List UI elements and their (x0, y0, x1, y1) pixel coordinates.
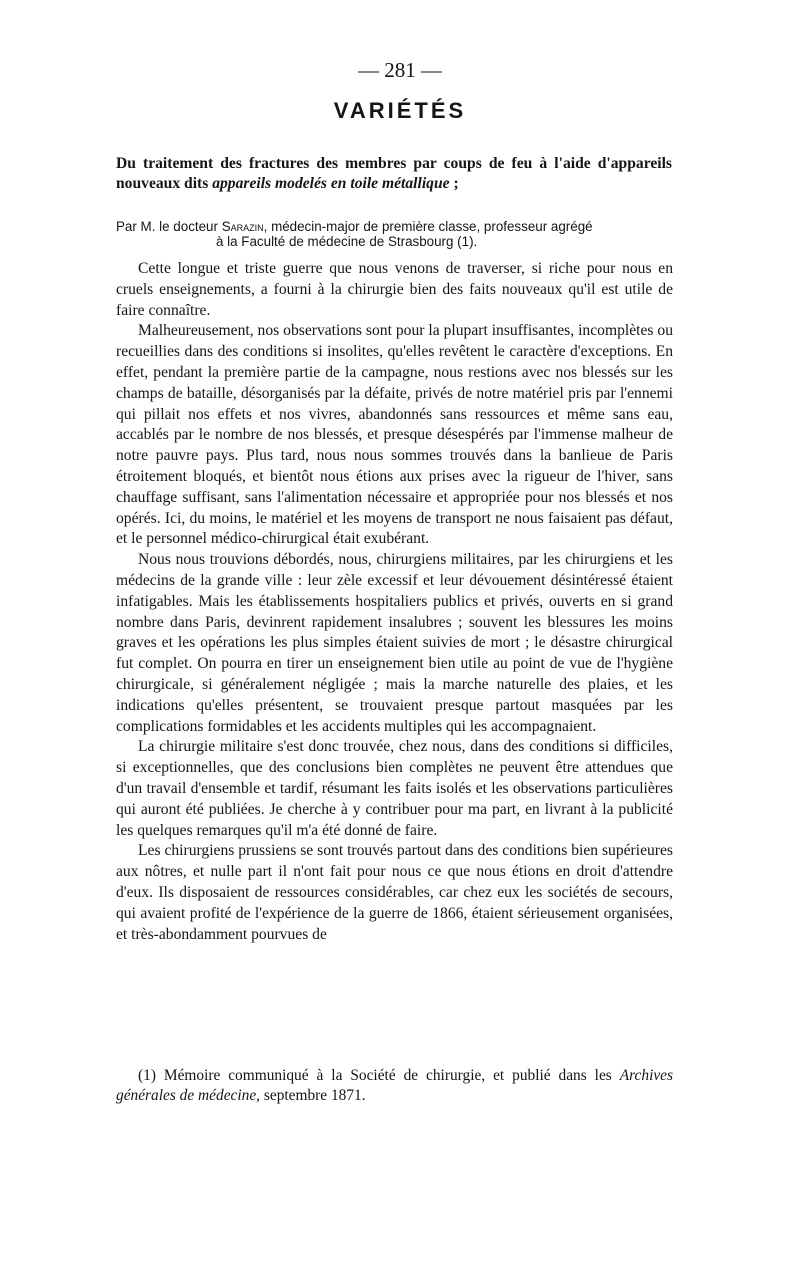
byline-rest: , médecin-major de première classe, professeur agrégé (263, 219, 593, 234)
byline-prefix: Par M. le docteur (116, 219, 222, 234)
paragraph: Cette longue et triste guerre que nous venons de traverser, si riche pour nous en cruels enseignements, a fourni à la chirurgie bien des faits nouveaux qu'il est utile de faire connaître. (116, 260, 673, 319)
paragraph: Malheureusement, nos observations sont pour la plupart insuffisantes, incomplètes ou recueillies dans des conditions si insolites, qu'elles revêtent le caractère d'exceptions. En effet, pendant la première partie de la campagne, nous restions avec nos blessés sur les champs de bataille, désorganisés par la défaite, privés de notre matériel pris par l'ennemi qui pillait nos effets et nos vivres, abandonnés sans ressources et même sans eau, accablés par le nombre de nos blessés, et presque désespérés par l'immense malheur de notre pauvre pays. Plus tard, nous nous sommes trouvés dans la banlieue de Paris étroitement bloqués, et bientôt nous étions aux prises avec la rigueur de l'hiver, sans chauffage suffisant, sans l'alimentation nécessaire et appropriée pour nos blessés et nos opérés. Ici, du moins, le matériel et les moyens de transport ne nous faisaient pas défaut, et le personnel médico-chirurgical était exubérant. (116, 322, 673, 548)
byline-author: Sarazin (221, 219, 264, 234)
footnote-text (116, 1066, 673, 1106)
footnote-start: (1) Mémoire communiqué à la Société de chirurgie, et publié dans les (138, 1067, 620, 1084)
footnote (116, 1066, 673, 1106)
byline (116, 219, 676, 249)
paragraph: Nous nous trouvions débordés, nous, chirurgiens militaires, par les chirurgiens et les médecins de la grande ville : leur zèle excessif et leur dévouement désintéressé étaient infatigables. Mais les établissements hospitaliers publics et privés, ouverts en si grand nombre dans Paris, devinrent rapidement insalubres ; souvent les blessures les moins graves et les opérations les plus simples étaient suivies de mort ; le désastre chirurgical fut complet. On pourra en tirer un enseignement bien utile au point de vue de l'hygiène chirurgicale, si généralement négligée ; mais la marche naturelle des plaies, et les indications qu'elles présentent, se trouvaient presque partout masquées par les complications formidables et les accidents multiples qui les accompagnaient. (116, 551, 673, 735)
article-title (116, 154, 672, 194)
footnote-end: , septembre 1871. (256, 1087, 366, 1104)
page-number: — 281 — (358, 58, 442, 82)
article-title-italic: appareils modelés en toile métallique (212, 175, 450, 192)
footnote-journal: Archives générales de médecine (116, 1067, 673, 1104)
article-title-end: ; (449, 175, 459, 192)
byline-affiliation: à la Faculté de médecine de Strasbourg (1). (216, 234, 478, 249)
paragraph: Les chirurgiens prussiens se sont trouvés partout dans des conditions bien supérieures aux nôtres, et nulle part il n'ont fait pour nous ce que nous étions en droit d'attendre d'eux. Ils disposaient de ressources considérables, car chez eux les sociétés de secours, qui avaient profité de l'expérience de la guerre de 1866, étaient sérieusement organisées, et très-abondamment pourvues de (116, 842, 673, 943)
paragraph: La chirurgie militaire s'est donc trouvée, chez nous, dans des conditions si difficiles, si exceptionnelles, que des conclusions bien complètes ne peuvent être attendues que d'un travail d'ensemble et tardif, résumant les faits isolés et les observations particulières qui auront été publiées. Je cherche à y contribuer pour ma part, en livrant à la publicité les quelques remarques qu'il m'a été donné de faire. (116, 738, 673, 839)
article-body (116, 259, 673, 945)
article-title-main: Du traitement des fractures des membres par coups de feu à l'aide d'appareils nouveaux dits (116, 155, 672, 192)
section-title: VARIÉTÉS (333, 98, 467, 123)
